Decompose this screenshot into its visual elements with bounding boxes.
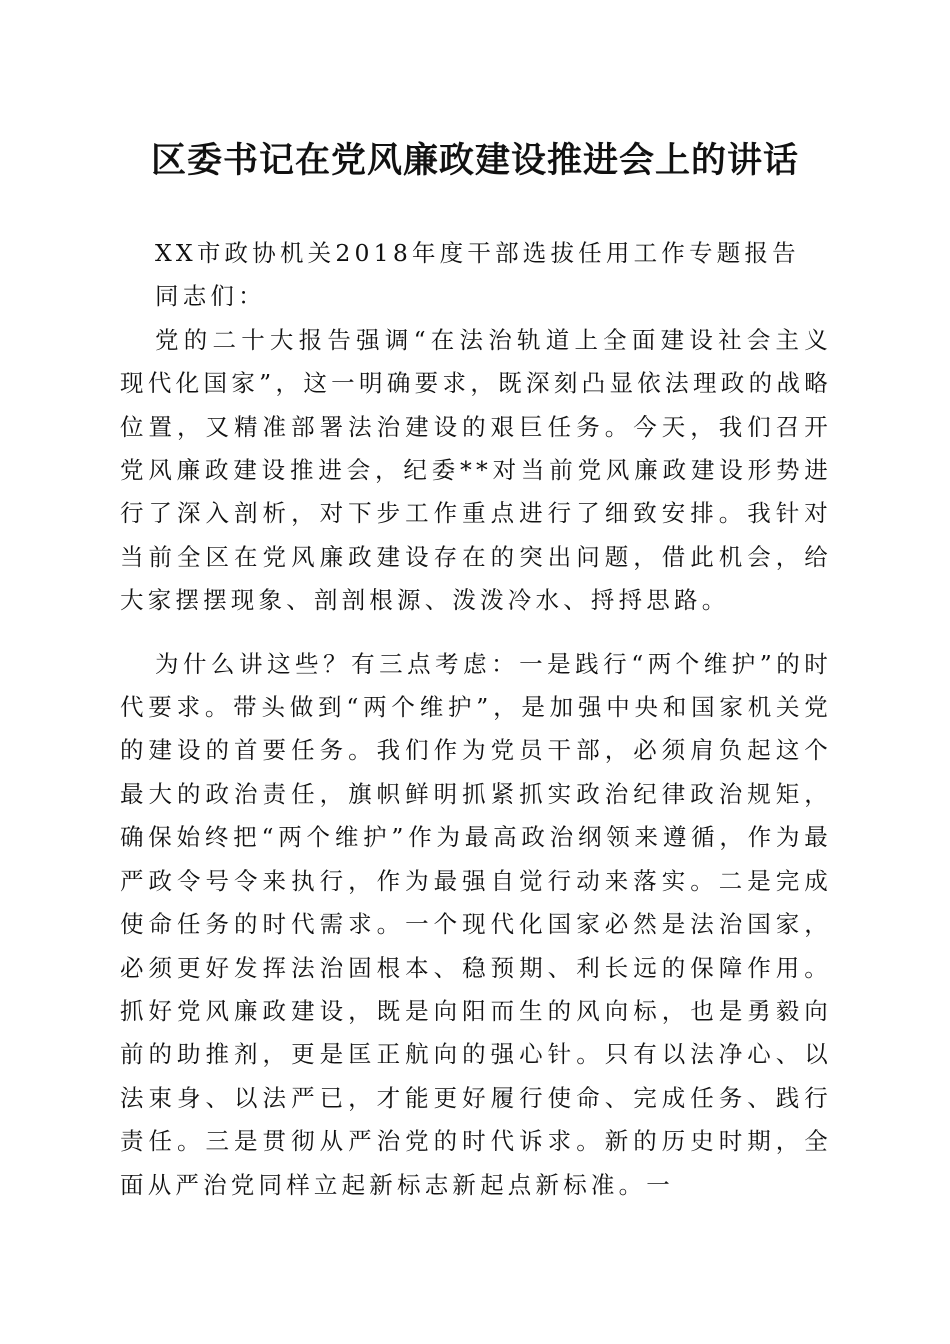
document-body xyxy=(120,232,832,1207)
paragraph-1: 党的二十大报告强调“在法治轨道上全面建设社会主义现代化国家”，这一明确要求，既深刻凸显依法理政的战略位置，又精准部署法治建设的艰巨任务。今天，我们召开党风廉政建设推进会，纪委**对当前党风廉政建设形势进行了深入剖析，对下步工作重点进行了细致安排。我针对当前全区在党风廉政建设存在的突出问题，借此机会，给大家摆摆现象、剖剖根源、泼泼冷水、捋捋思路。 xyxy=(120,325,832,615)
document-title: 区委书记在党风廉政建设推进会上的讲话 xyxy=(150,140,799,181)
salutation: 同志们： xyxy=(155,282,266,311)
document-subtitle: XX市政协机关2018年度干部选拔任用工作专题报告 xyxy=(155,239,800,267)
paragraph-2: 为什么讲这些？有三点考虑：一是践行“两个维护”的时代要求。带头做到“两个维护”，是加强中央和国家机关党的建设的首要任务。我们作为党员干部，必须肩负起这个最大的政治责任，旗帜鲜明抓紧抓实政治纪律政治规矩，确保始终把“两个维护”作为最高政治纲领来遵循，作为最严政令号令来执行，作为最强自觉行动来落实。二是完成使命任务的时代需求。一个现代化国家必然是法治国家，必须更好发挥法治固根本、稳预期、利长远的保障作用。抓好党风廉政建设，既是向阳而生的风向标，也是勇毅向前的助推剂，更是匡正航向的强心针。只有以法净心、以法束身、以法严已，才能更好履行使命、完成任务、践行责任。三是贯彻从严治党的时代诉求。新的历史时期，全面从严治党同样立起新标志新起点新标准。一 xyxy=(120,649,832,1199)
